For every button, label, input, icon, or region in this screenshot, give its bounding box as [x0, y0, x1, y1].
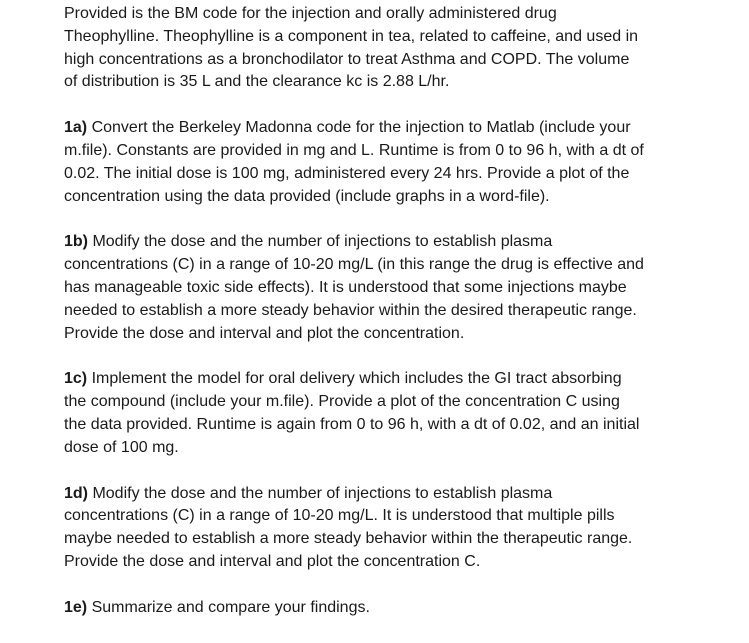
- intro-paragraph: Provided is the BM code for the injection and orally administered drug Theophylline. Theophylline is a component in tea, related to caffeine, and used in high concentrations as a bronchodilator to treat Asthma and COPD. The volume of distribution is 35 L and the clearance kc is 2.88 L/hr.: [64, 5, 639, 91]
- question-1a: [64, 117, 744, 208]
- question-label: 1d): [64, 484, 88, 502]
- question-text: Modify the dose and the number of injections to establish plasma concentrations (C) in a range of 10-20 mg/L. It is understood that multiple pills maybe needed to establish a more steady behavior within the therapeutic range. Provide the dose and interval and plot the concentration C.: [64, 484, 633, 570]
- question-text: Implement the model for oral delivery which includes the GI tract absorbing the compound (include your m.file). Provide a plot of the concentration C using the data provided. Runtime is again from 0 to 96 h, with a dt of 0.02, and an initial dose of 100 mg.: [64, 370, 640, 456]
- question-label: 1a): [64, 119, 88, 137]
- question-text: Summarize and compare your findings.: [87, 598, 370, 616]
- question-1e: [64, 597, 744, 620]
- question-label: 1e): [64, 598, 88, 616]
- question-1d: [64, 483, 744, 574]
- question-text: Convert the Berkeley Madonna code for the injection to Matlab (include your m.file). Constants are provided in mg and L. Runtime is from 0 to 96 h, with a dt of 0.02. The initial dose is 100 mg, administered every 24 hrs. Provide a plot of the concentration using the data provided (include graphs in a word-file).: [64, 119, 644, 205]
- question-1b: [64, 231, 744, 345]
- question-label: 1c): [64, 370, 88, 388]
- question-label: 1b): [64, 233, 88, 251]
- document-body: [64, 0, 744, 643]
- question-1c: [64, 368, 744, 459]
- question-text: Modify the dose and the number of injections to establish plasma concentrations (C) in a range of 10-20 mg/L (in this range the drug is effective and has manageable toxic side effects). It is understood that some injections maybe needed to establish a more steady behavior within the desired therapeutic range. Provide the dose and interval and plot the concentration.: [64, 233, 644, 342]
